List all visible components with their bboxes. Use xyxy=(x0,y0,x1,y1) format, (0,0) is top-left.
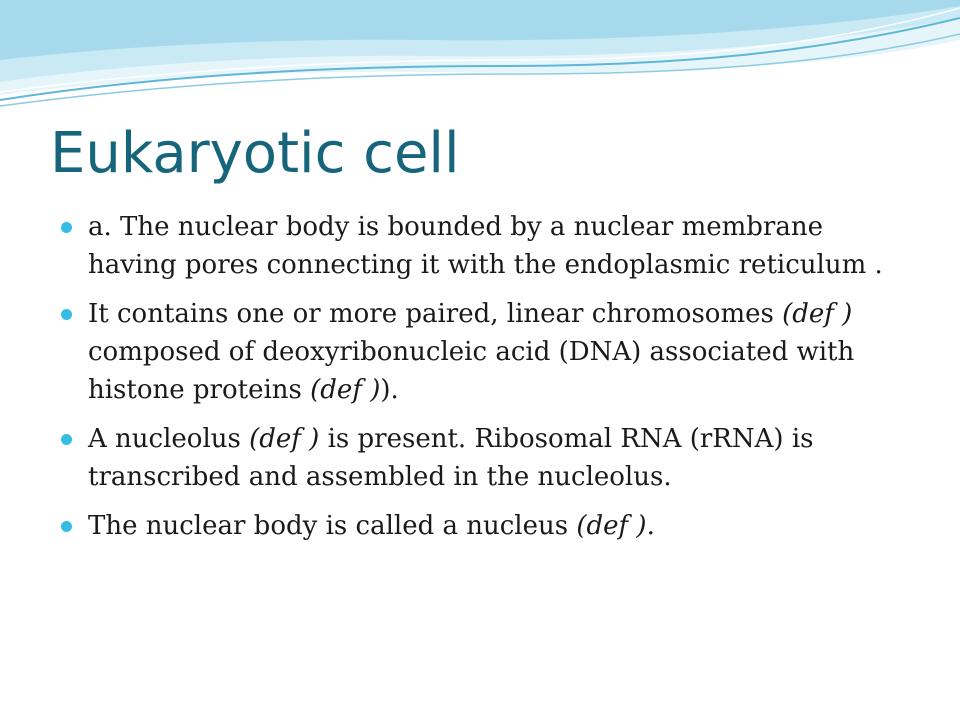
definition-link: (def ) xyxy=(576,511,647,541)
bullet-text: ). xyxy=(380,375,399,405)
definition-link: (def ) xyxy=(782,299,853,329)
definition-link: (def ) xyxy=(249,424,320,454)
bullet-item xyxy=(88,208,918,284)
bullet-dot-icon xyxy=(61,222,72,233)
bullet-item xyxy=(88,420,918,496)
bullet-text: A nucleolus xyxy=(88,424,250,454)
definition-link: (def ) xyxy=(310,375,381,405)
bullet-text: composed of deoxyribonucleic acid (DNA) associated with histone proteins xyxy=(88,337,855,405)
bullet-text: a. The nuclear body is bounded by a nuclear membrane having pores connecting it with the endoplasmic reticulum . xyxy=(88,212,883,280)
bullet-text: . xyxy=(646,511,655,541)
bullet-item xyxy=(88,507,918,545)
bullet-text: The nuclear body is called a nucleus xyxy=(88,511,577,541)
bullet-dot-icon xyxy=(61,434,72,445)
bullet-text: is present. Ribosomal RNA (rRNA) is transcribed and assembled in the nucleolus. xyxy=(88,424,814,492)
bullet-dot-icon xyxy=(61,521,72,532)
bullet-text: It contains one or more paired, linear chromosomes xyxy=(88,299,783,329)
slide-title: Eukaryotic cell xyxy=(50,121,460,186)
bullet-item xyxy=(88,295,918,409)
decorative-wave-header xyxy=(0,0,960,120)
bullet-list xyxy=(88,208,918,556)
bullet-dot-icon xyxy=(61,309,72,320)
